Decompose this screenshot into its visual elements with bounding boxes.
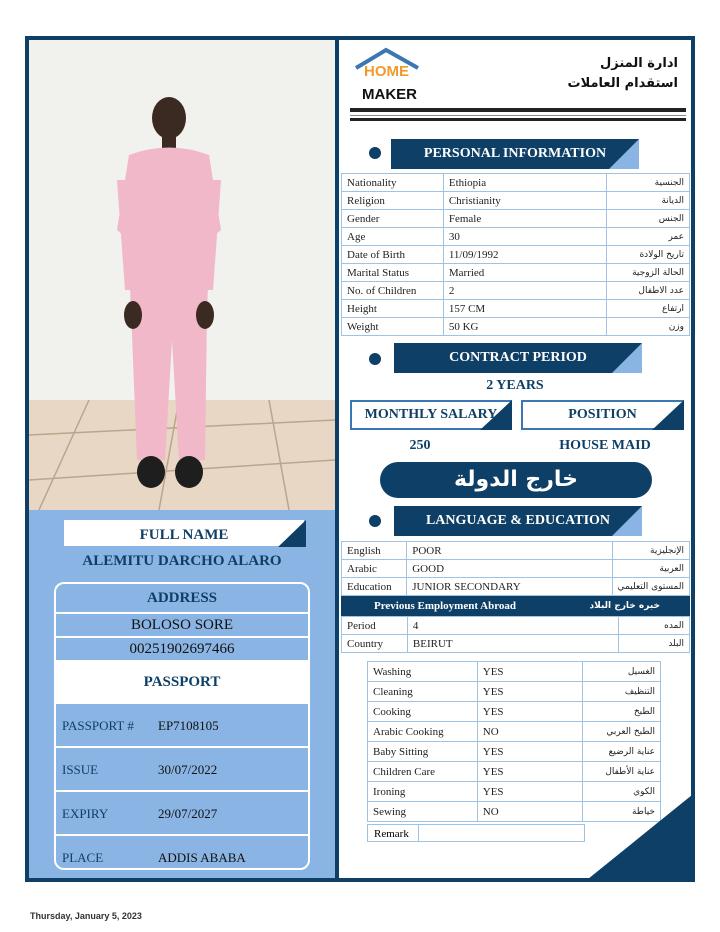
header-rule <box>350 108 686 112</box>
personal-info-value: 11/09/1992 <box>443 246 606 264</box>
remark-row <box>367 824 585 842</box>
skill-value: YES <box>477 702 582 722</box>
skill-arabic-label: الغسيل <box>583 662 661 682</box>
passport-place-label: PLACE <box>62 850 104 865</box>
personal-info-arabic-label: الجنسية <box>607 174 690 192</box>
language-arabic-label: المستوى التعليمي <box>612 578 689 596</box>
language-arabic-label: الإنجليزية <box>612 542 689 560</box>
language-row <box>342 560 690 578</box>
print-date: Thursday, January 5, 2023 <box>30 911 142 921</box>
agency-arabic-name <box>560 54 678 94</box>
skill-value: YES <box>477 762 582 782</box>
skill-value: NO <box>477 802 582 822</box>
personal-info-value: Female <box>443 210 606 228</box>
position-value: HOUSE MAID <box>559 438 651 453</box>
skill-label: Cleaning <box>368 682 478 702</box>
address-phone: 00251902697466 <box>129 641 235 657</box>
employment-value: 4 <box>407 617 618 635</box>
employment-value: BEIRUT <box>407 635 618 653</box>
skill-label: Children Care <box>368 762 478 782</box>
employment-row <box>342 635 690 653</box>
section-bullet <box>369 515 381 527</box>
language-table <box>341 541 690 596</box>
skill-arabic-label: عناية الرضيع <box>583 742 661 762</box>
remark-label: Remark <box>374 828 409 840</box>
header-rule-thin <box>350 115 686 116</box>
language-value: POOR <box>407 542 612 560</box>
personal-info-row <box>342 210 690 228</box>
skill-arabic-label: الكوي <box>583 782 661 802</box>
passport-place-row <box>56 836 308 870</box>
personal-info-row <box>342 318 690 336</box>
section-bullet <box>369 353 381 365</box>
language-education-title-text: LANGUAGE & EDUCATION <box>425 513 611 528</box>
skill-arabic-label: التنظيف <box>583 682 661 702</box>
full-name-label-box <box>62 518 306 548</box>
personal-info-title-text: PERSONAL INFORMATION <box>423 146 607 161</box>
passport-expiry-label: EXPIRY <box>62 806 109 821</box>
personal-info-value: 50 KG <box>443 318 606 336</box>
employment-row <box>342 617 690 635</box>
passport-expiry-value: 29/07/2027 <box>158 806 218 821</box>
personal-info-label: Age <box>342 228 444 246</box>
skill-label: Sewing <box>368 802 478 822</box>
passport-expiry-row <box>56 792 308 836</box>
personal-info-label: No. of Children <box>342 282 444 300</box>
arabic-line-1: ادارة المنزل <box>600 56 678 71</box>
employment-table <box>341 616 690 653</box>
personal-info-row <box>342 192 690 210</box>
personal-info-value: Ethiopia <box>443 174 606 192</box>
personal-info-label: Height <box>342 300 444 318</box>
personal-info-arabic-label: عدد الاطفال <box>607 282 690 300</box>
passport-label: PASSPORT <box>56 660 308 704</box>
personal-info-arabic-label: وزن <box>607 318 690 336</box>
full-name-value: ALEMITU DARCHO ALARO <box>82 553 282 569</box>
personal-info-label: Gender <box>342 210 444 228</box>
abroad-banner-text: خارج الدولة <box>453 467 579 492</box>
personal-info-row <box>342 228 690 246</box>
contract-period-title <box>394 343 642 373</box>
header-rule-2 <box>350 118 686 121</box>
skill-label: Baby Sitting <box>368 742 478 762</box>
personal-info-value: 30 <box>443 228 606 246</box>
personal-info-row <box>342 246 690 264</box>
contract-period-title-text: CONTRACT PERIOD <box>449 350 587 365</box>
personal-info-value: 157 CM <box>443 300 606 318</box>
employment-label: Country <box>342 635 408 653</box>
monthly-salary-label: MONTHLY SALARY <box>364 407 498 422</box>
skill-value: YES <box>477 782 582 802</box>
skill-row <box>368 702 661 722</box>
section-bullet <box>369 147 381 159</box>
personal-info-label: Marital Status <box>342 264 444 282</box>
skill-value: YES <box>477 742 582 762</box>
abroad-banner <box>380 462 652 498</box>
language-row <box>342 542 690 560</box>
home-maker-logo <box>352 46 422 104</box>
position-label: POSITION <box>568 407 637 422</box>
language-row <box>342 578 690 596</box>
personal-info-label: Weight <box>342 318 444 336</box>
personal-info-arabic-label: الديانة <box>607 192 690 210</box>
remark-separator <box>418 825 419 841</box>
passport-issue-label: ISSUE <box>62 762 99 777</box>
passport-number-row <box>56 704 308 748</box>
skill-row <box>368 742 661 762</box>
language-value: GOOD <box>407 560 612 578</box>
personal-info-row <box>342 282 690 300</box>
skill-label: Ironing <box>368 782 478 802</box>
logo-top-text: HOME <box>364 63 409 80</box>
employment-arabic-label: المده <box>619 617 690 635</box>
skill-value: YES <box>477 682 582 702</box>
passport-issue-row <box>56 748 308 792</box>
address-passport-card <box>54 582 310 870</box>
language-label: English <box>342 542 407 560</box>
personal-info-arabic-label: عمر <box>607 228 690 246</box>
skill-label: Cooking <box>368 702 478 722</box>
employment-label: Period <box>342 617 408 635</box>
personal-info-label: Religion <box>342 192 444 210</box>
personal-info-arabic-label: تاريخ الولادة <box>607 246 690 264</box>
personal-info-value: 2 <box>443 282 606 300</box>
previous-employment-title-ar: خبره خارج البلاد <box>589 601 660 611</box>
personal-info-arabic-label: ارتفاع <box>607 300 690 318</box>
passport-issue-value: 30/07/2022 <box>158 762 218 777</box>
skill-row <box>368 762 661 782</box>
skill-arabic-label: خياطة <box>583 802 661 822</box>
personal-info-table <box>341 173 690 336</box>
address-label: ADDRESS <box>56 584 308 614</box>
language-label: Education <box>342 578 407 596</box>
corner-decoration <box>588 795 692 879</box>
previous-employment-header <box>341 596 690 616</box>
personal-info-value: Christianity <box>443 192 606 210</box>
passport-place-value: ADDIS ABABA <box>158 850 246 865</box>
language-arabic-label: العربية <box>612 560 689 578</box>
skill-row <box>368 682 661 702</box>
personal-info-row <box>342 264 690 282</box>
skill-arabic-label: الطبخ العربي <box>583 722 661 742</box>
language-label: Arabic <box>342 560 407 578</box>
personal-info-value: Married <box>443 264 606 282</box>
passport-number-value: EP7108105 <box>158 718 219 733</box>
full-name-label: FULL NAME <box>139 527 229 543</box>
salary-value: 250 <box>409 438 431 453</box>
personal-info-label: Date of Birth <box>342 246 444 264</box>
language-value: JUNIOR SECONDARY <box>407 578 612 596</box>
skill-row <box>368 662 661 682</box>
contract-period-value: 2 YEARS <box>486 378 544 393</box>
logo-bottom-text: MAKER <box>362 86 417 103</box>
skill-arabic-label: عناية الأطفال <box>583 762 661 782</box>
skill-arabic-label: الطبخ <box>583 702 661 722</box>
position-box <box>521 400 684 430</box>
skill-value: NO <box>477 722 582 742</box>
skill-label: Washing <box>368 662 478 682</box>
skill-row <box>368 722 661 742</box>
personal-info-label: Nationality <box>342 174 444 192</box>
language-education-title <box>394 506 642 536</box>
address-line-1: BOLOSO SORE <box>56 614 308 638</box>
employment-arabic-label: البلد <box>619 635 690 653</box>
monthly-salary-box <box>350 400 512 430</box>
previous-employment-title: Previous Employment Abroad <box>374 600 516 612</box>
personal-info-row <box>342 300 690 318</box>
personal-info-arabic-label: الحالة الزوجية <box>607 264 690 282</box>
passport-number-label: PASSPORT # <box>62 718 134 733</box>
personal-info-arabic-label: الجنس <box>607 210 690 228</box>
arabic-line-2: استقدام العاملات <box>567 76 678 91</box>
skill-label: Arabic Cooking <box>368 722 478 742</box>
personal-info-title <box>391 139 639 169</box>
personal-info-row <box>342 174 690 192</box>
skill-value: YES <box>477 662 582 682</box>
